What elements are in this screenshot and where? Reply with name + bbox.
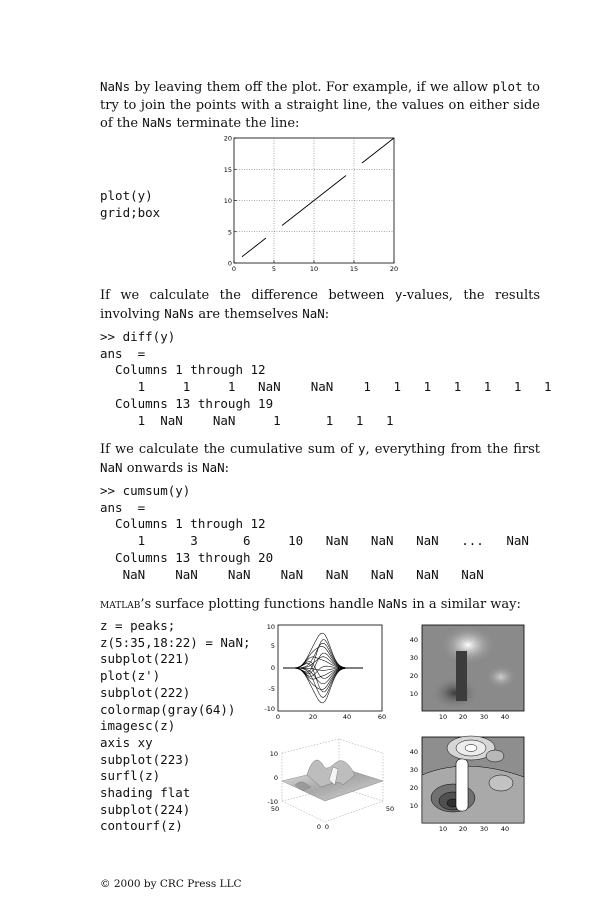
y-tick-label: 5 [227,228,232,237]
code-line: axis xy [100,734,153,750]
code-line: >> cumsum(y) [100,483,191,498]
subplot-contourf [410,736,524,833]
code-line: 1 1 1 NaN NaN 1 1 1 1 1 1 1 [100,379,552,395]
code-line: Columns 1 through 12 [100,516,266,532]
y-tick-label: 30 [409,766,418,774]
code-word: NaNs [100,79,131,94]
subplot-plot [264,623,386,721]
code-line: Columns 13 through 19 [100,395,274,411]
code-line: z(5:35,18:22) = NaN; [100,634,251,650]
x-tick-label: 20 [308,713,318,721]
code-line: ans = [100,345,146,361]
paragraph-surface [100,595,540,614]
code-line: surfl(z) [100,768,161,784]
line-plot-axes [224,135,398,274]
text-run: If we calculate the cumulative sum of [100,442,359,457]
y-tick-label: 20 [223,134,232,143]
text-run: by leaving them off the plot. For example, if we allow [130,80,493,95]
text-run: -values, the results involving [100,288,540,322]
text-run: : [224,460,230,476]
y-tick-label: 5 [270,642,275,650]
code-line: subplot(222) [100,684,191,700]
subplot-surfl [267,739,394,831]
x-tick-label: 15 [349,265,359,273]
code-line: >> diff(y) [100,329,176,344]
text-run: to try to join the points with a straight line, the values on either side of the [100,80,540,131]
x-tick-label: 10 [438,825,448,833]
x-tick-label: 20 [458,825,468,833]
code-line: contourf(z) [100,818,183,834]
text-run: : [324,306,330,322]
code-line: shading flat [100,785,191,801]
x-tick-label: 30 [479,713,489,721]
axis-tick-label: 0 [324,823,330,831]
y-tick-label: 15 [223,165,232,174]
code-line: subplot(221) [100,651,191,667]
code-word: NaNs [377,596,409,611]
y-tick-label: 20 [409,672,418,680]
x-tick-label: 60 [377,713,387,721]
y-tick-label: 40 [409,748,418,756]
code-line: Columns 1 through 12 [100,362,266,378]
code-diff [100,329,552,429]
x-tick-label: 20 [389,265,399,273]
code-line: Columns 13 through 20 [100,549,274,565]
code-word: y [358,441,366,456]
axis-tick-label: 0 [316,823,322,831]
axis-tick-label: 50 [385,805,395,813]
code-word: plot [492,79,523,94]
z-tick-label: 10 [269,750,278,758]
code-line: plot(z') [100,668,161,684]
code-word: NaN [100,459,123,475]
y-tick-label: 20 [409,784,418,792]
text-run: ’s surface plotting functions handle [140,597,378,612]
code-line: subplot(224) [100,801,191,817]
y-tick-label: 10 [223,197,232,205]
code-plot [100,188,160,221]
code-line: colormap(gray(64)) [100,701,236,717]
x-tick-label: 10 [309,265,319,273]
copyright-footer: © 2000 by CRC Press LLC [100,878,242,890]
code-line: subplot(223) [100,751,191,767]
code-line: z = peaks; [100,618,176,633]
code-line: grid;box [100,204,161,220]
code-line: imagesc(z) [100,718,176,734]
paragraph-intro [100,78,540,133]
code-line: 1 NaN NaN 1 1 1 1 [100,412,394,428]
x-tick-label: 0 [231,265,237,273]
x-tick-label: 0 [275,713,281,721]
matlab-name: matlab [100,597,141,612]
code-word: NaN [202,459,225,475]
paragraph-cumsum [100,440,540,477]
text-run: If we calculate the difference between [100,288,395,303]
code-line: NaN NaN NaN NaN NaN NaN NaN NaN [100,566,484,582]
x-tick-label: 20 [458,713,468,721]
y-tick-label: 0 [270,664,275,672]
axis-tick-label: 50 [270,805,280,813]
y-tick-label: 40 [409,636,418,644]
y-tick-label: 30 [409,654,418,662]
y-tick-label: -10 [264,705,275,713]
y-tick-label: 10 [409,802,418,810]
code-cumsum [100,483,529,583]
code-word: NaNs [164,305,195,321]
z-tick-label: 0 [273,774,278,782]
y-tick-label: 10 [409,690,418,698]
code-line: plot(y) [100,188,153,203]
y-tick-label: 10 [266,623,275,631]
code-line: 1 3 6 10 NaN NaN NaN ... NaN [100,533,529,549]
code-word: y [394,287,403,302]
code-word: NaNs [142,115,173,130]
text-run: onwards is [122,460,203,476]
code-word: NaN [302,305,325,321]
text-run: , everything from the first [365,442,541,457]
y-tick-label: 0 [227,259,232,268]
x-tick-label: 5 [271,265,277,273]
text-run: terminate the line: [172,116,300,131]
code-surface [100,618,251,835]
x-tick-label: 40 [500,825,510,833]
y-tick-label: -5 [268,685,275,693]
line-plot-figure [222,130,407,280]
x-tick-label: 40 [500,713,510,721]
subplot-figure [255,615,535,835]
z-tick-label: -10 [267,798,278,806]
subplot-imagesc [410,625,524,721]
paragraph-diff [100,286,540,323]
x-tick-label: 40 [342,713,352,721]
text-run: are themselves [194,306,303,322]
code-line: ans = [100,499,146,515]
x-tick-label: 10 [438,713,448,721]
text-run: in a similar way: [408,597,521,612]
x-tick-label: 30 [479,825,489,833]
